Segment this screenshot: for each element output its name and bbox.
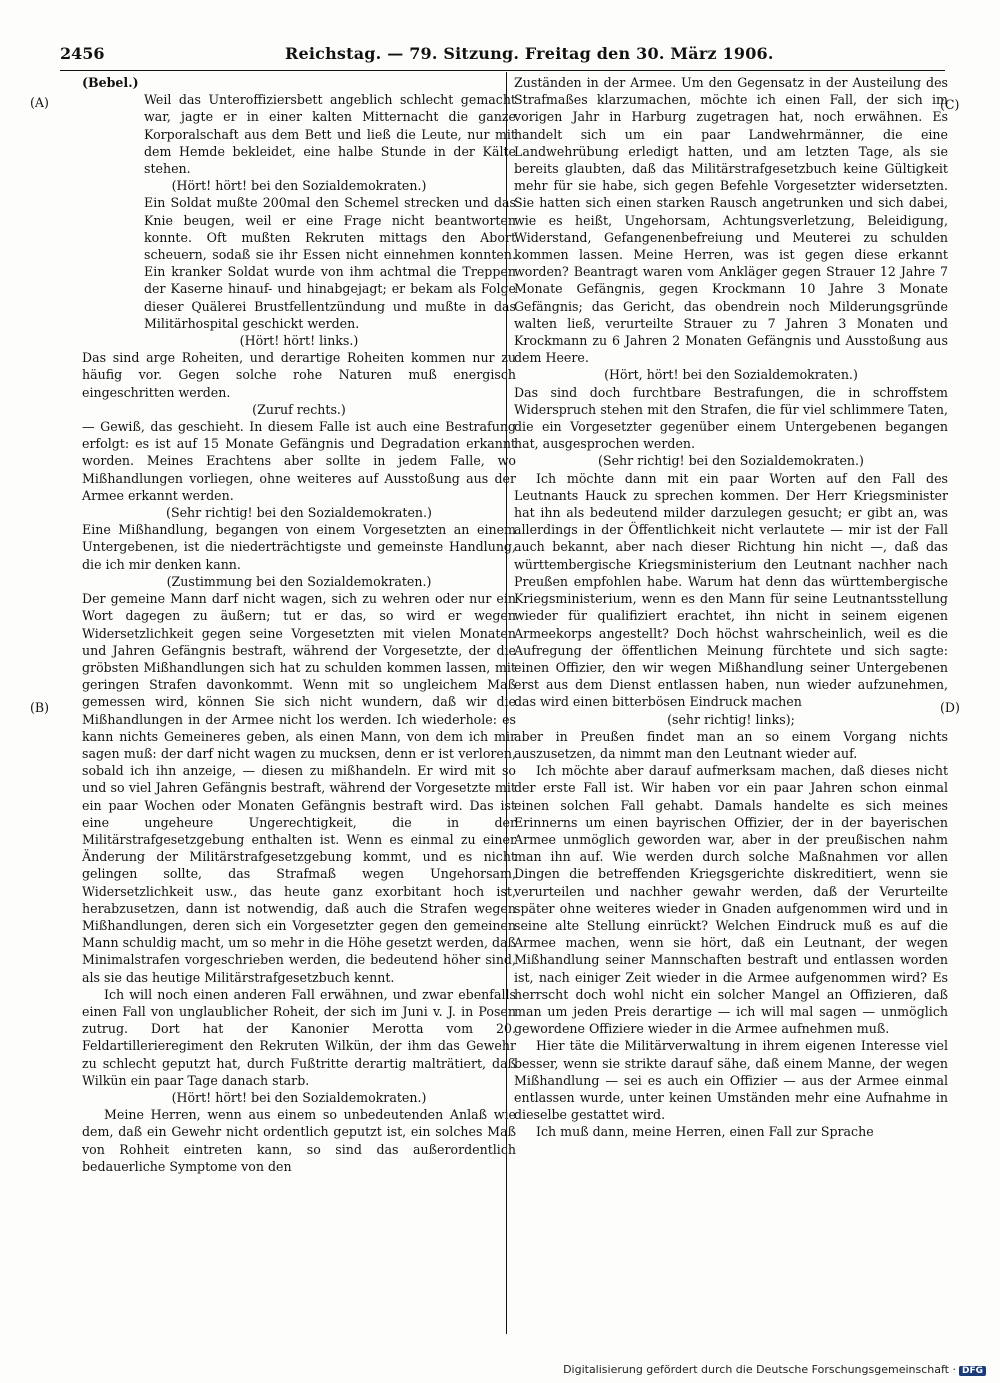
paragraph: Der gemeine Mann darf nicht wagen, sich zu wehren oder nur ein Wort dagegen zu äußern; tut er das, so wird er wegen Widersetzlichkeit gegen seine Vorgesetzten mit vielen Monaten und Jahren Gefängnis bestraft, während der Vorgesetzte, der die gröbsten Mißhandlungen sich hat zu schulden kommen lassen, mit geringen Strafen davonkommt. Wenn mit so ungleichem Maß gemessen wird, können Sie sich nicht wundern, daß wir die Mißhandlungen in der Armee nicht los werden. Ich wiederhole: es kann nichts Gemeineres geben, als einen Mann, von dem ich mir sagen muß: der darf nicht wagen zu mucksen, denn er ist verloren, sobald ich ihn anzeige, — diesen zu mißhandeln. Er wird mit so und so viel Jahren Gefängnis bestraft, während der Vorgesetzte mit ein paar Wochen oder Monaten Gefängnis bestraft wird. Das ist eine ungeheure Ungerechtigkeit, die in der Militärstrafgesetzgebung enthalten ist. Wenn es einmal zu einer Änderung der Militärstrafgesetzgebung kommt, und es nicht gelingen sollte, das Strafmaß wegen Ungehorsam, Widersetzlichkeit usw., das heute ganz exorbitant hoch ist, herabzusetzen, dann ist notwendig, daß auch die Strafen wegen Mißhandlungen, deren sich ein Vorgesetzter gegen den gemeinen Mann schuldig macht, um so mehr in die Höhe gesetzt werden, daß Minimalstrafen vorgeschrieben werden, die bedeutend höher sind, als sie das heutige Militärstrafgesetzbuch kennt.	[82, 591, 516, 985]
speaker-name: (Bebel.)	[82, 75, 139, 90]
interjection: (sehr richtig! links);	[667, 711, 795, 727]
page-header	[60, 44, 940, 68]
paragraph: Eine Mißhandlung, begangen von einem Vorgesetzten an einem Untergebenen, ist die niederträchtigste und gemeinste Handlung, die ich mir denken kann.	[82, 522, 516, 572]
paragraph: aber in Preußen findet man an so einem Vorgang nichts auszusetzen, da nimmt man den Leutnant wieder auf.	[514, 728, 948, 761]
margin-marker-d: (D)	[940, 700, 960, 715]
left-column	[82, 74, 516, 1175]
paragraph: Ich muß dann, meine Herren, einen Fall zur Sprache	[536, 1124, 874, 1140]
paragraph: Ein Soldat mußte 200mal den Schemel strecken und das Knie beugen, weil er eine Frage nicht beantworten konnte. Oft mußten Rekruten mittags den Abort scheuern, sodaß sie ihr Essen nicht einnehmen konnten. Ein kranker Soldat wurde von ihm achtmal die Treppen der Kaserne hinauf- und hinabgejagt; er bekam als Folge dieser Quälerei Brustfellentzündung und mußte in das Militärhospital geschickt werden.	[144, 195, 516, 331]
running-head: Reichstag. — 79. Sitzung. Freitag den 30. März 1906.	[285, 44, 774, 63]
paragraph: — Gewiß, das geschieht. In diesem Falle ist auch eine Bestrafung erfolgt: es ist auf 15 Monate Gefängnis und Degradation erkannt worden. Meines Erachtens aber sollte in jedem Falle, wo Mißhandlungen vorliegen, ohne weiteres auf Ausstoßung aus der Armee erkannt werden.	[82, 419, 516, 503]
margin-marker-c: (C)	[940, 97, 960, 112]
interjection: (Hört! hört! links.)	[239, 333, 359, 349]
paragraph: Ich will noch einen anderen Fall erwähnen, und zwar ebenfalls einen Fall von unglaublicher Roheit, der sich im Juni v. J. in Posen zutrug. Dort hat der Kanonier Merotta vom 20. Feldartillerieregiment den Rekruten Wilkün, der ihm das Gewehr zu schlecht geputzt hat, durch Fußtritte derartig malträtiert, daß Wilkün ein paar Tage danach starb.	[82, 986, 516, 1088]
footer	[563, 1363, 986, 1376]
paragraph: Ich möchte aber darauf aufmerksam machen, daß dieses nicht der erste Fall ist. Wir haben vor ein paar Jahren schon einmal einen solchen Fall gehabt. Damals handelte es sich meines Erinnerns um einen bayrischen Offizier, der in der bayerischen Armee unmöglich geworden war, aber in der preußischen nahm man ihn auf. Wie werden durch solche Maßnahmen vor allen Dingen die betreffenden Kriegsgerichte diskreditiert, wenn sie verurteilen und nachher gewahr werden, daß der Verurteilte später ohne weiteres wieder in Gnaden aufgenommen wird und in seine alte Stellung einrückt? Welchen Eindruck muß es auf die Armee machen, wenn sie hört, daß ein Leutnant, der wegen Mißhandlung seiner Mannschaften bestraft und entlassen worden ist, nach einiger Zeit wieder in die Armee aufgenommen wird? Es herrscht doch wohl nicht ein solcher Mangel an Offizieren, daß man um jeden Preis derartige — ich will mal sagen — unmöglich gewordene Offiziere wieder in die Armee aufnehmen muß.	[514, 763, 948, 1037]
interjection: (Sehr richtig! bei den Sozialdemokraten.)	[598, 453, 864, 469]
paragraph: Meine Herren, wenn aus einem so unbedeutenden Anlaß wie dem, daß ein Gewehr nicht ordentlich geputzt ist, ein solches Maß von Rohheit eintreten kann, so sind das außerordentlich bedauerliche Symptome von den	[82, 1107, 516, 1174]
margin-marker-b: (B)	[30, 700, 50, 715]
interjection: (Hört! hört! bei den Sozialdemokraten.)	[171, 1089, 427, 1105]
paragraph: Das sind arge Roheiten, und derartige Roheiten kommen nur zu häufig vor. Gegen solche rohe Naturen muß energisch eingeschritten werden.	[82, 350, 516, 400]
interjection: (Hört! hört! bei den Sozialdemokraten.)	[171, 178, 427, 194]
interjection: (Zuruf rechts.)	[252, 401, 346, 417]
dfg-logo: DFG	[959, 1366, 986, 1376]
paragraph: Das sind doch furchtbare Bestrafungen, die in schroffstem Widerspruch stehen mit den Strafen, die für viel schlimmere Taten, die ein Vorgesetzter gegenüber einem Untergebenen begangen hat, ausgesprochen werden.	[514, 384, 948, 452]
page-number: 2456	[60, 44, 105, 63]
paragraph: Zuständen in der Armee. Um den Gegensatz in der Austeilung des Strafmaßes klarzumachen, möchte ich einen Fall, der sich im vorigen Jahr in Harburg zugetragen hat, noch erwähnen. Es handelt sich um ein paar Landwehrmänner, die eine Landwehrübung erledigt hatten, und am letzten Tage, als sie bereits glaubten, daß das Militärstrafgesetzbuch keine Gültigkeit mehr für sie habe, sich gegen Befehle Vorgesetzter widersetzten. Sie hatten sich einen starken Rausch angetrunken und sich dabei, wie es heißt, Ungehorsam, Achtungsverletzung, Beleidigung, Widerstand, Gefangenenbefreiung und Meuterei zu schulden kommen lassen. Meine Herren, was ist gegen diese erkannt worden? Beantragt waren vom Ankläger gegen Strauer 12 Jahre 7 Monate Gefängnis, gegen Krockmann 10 Jahre 3 Monate Gefängnis; das Gericht, das obendrein noch Milderungsgründe walten ließ, verurteilte Strauer zu 7 Jahren 3 Monaten und Krockmann zu 6 Jahren 2 Monaten Gefängnis und Ausstoßung aus dem Heere.	[514, 75, 948, 366]
header-rule	[60, 70, 945, 71]
paragraph: Ich möchte dann mit ein paar Worten auf den Fall des Leutnants Hauck zu sprechen kommen. Der Herr Kriegsminister hat ihn als bedeutend milder darzulegen gesucht; er gibt an, was allerdings in der Öffentlichkeit nicht verlautete — mir ist der Fall auch bekannt, aber nach dieser Richtung hin nicht —, daß das württembergische Kriegsministerium den Leutnant nachher nach Preußen empfohlen habe. Warum hat denn das württembergische Kriegsministerium, wenn es den Mann für seine Leutnantsstellung wieder für qualifiziert erachtet, ihn nicht in seinem eigenen Armeekorps angestellt? Doch höchst wahrscheinlich, weil es die Aufregung der öffentlichen Meinung fürchtete und sich sagte: einen Offizier, den wir wegen Mißhandlung seiner Untergebenen erst aus dem Dienst entlassen haben, nun wieder aufzunehmen, das wird einen bitterbösen Eindruck machen	[514, 470, 948, 710]
margin-marker-a: (A)	[30, 95, 49, 110]
interjection: (Sehr richtig! bei den Sozialdemokraten.)	[166, 505, 432, 521]
interjection: (Hört, hört! bei den Sozialdemokraten.)	[604, 367, 858, 383]
right-column	[514, 74, 948, 1141]
footer-credit: Digitalisierung gefördert durch die Deutsche Forschungsgemeinschaft ·	[563, 1363, 956, 1376]
paragraph: Weil das Unteroffiziersbett angeblich schlecht gemacht war, jagte er in einer kalten Mitternacht die ganze Korporalschaft aus dem Bett und ließ die Leute, nur mit dem Hemde bekleidet, eine halbe Stunde in der Kälte stehen.	[144, 92, 516, 177]
paragraph: Hier täte die Militärverwaltung in ihrem eigenen Interesse viel besser, wenn sie strikte darauf sähe, daß einem Manne, der wegen Mißhandlung — sei es auch ein Offizier — aus der Armee einmal entlassen wurde, unter keinen Umständen mehr eine Aufnahme in dieselbe gestattet wird.	[514, 1038, 948, 1123]
interjection: (Zustimmung bei den Sozialdemokraten.)	[166, 573, 432, 589]
